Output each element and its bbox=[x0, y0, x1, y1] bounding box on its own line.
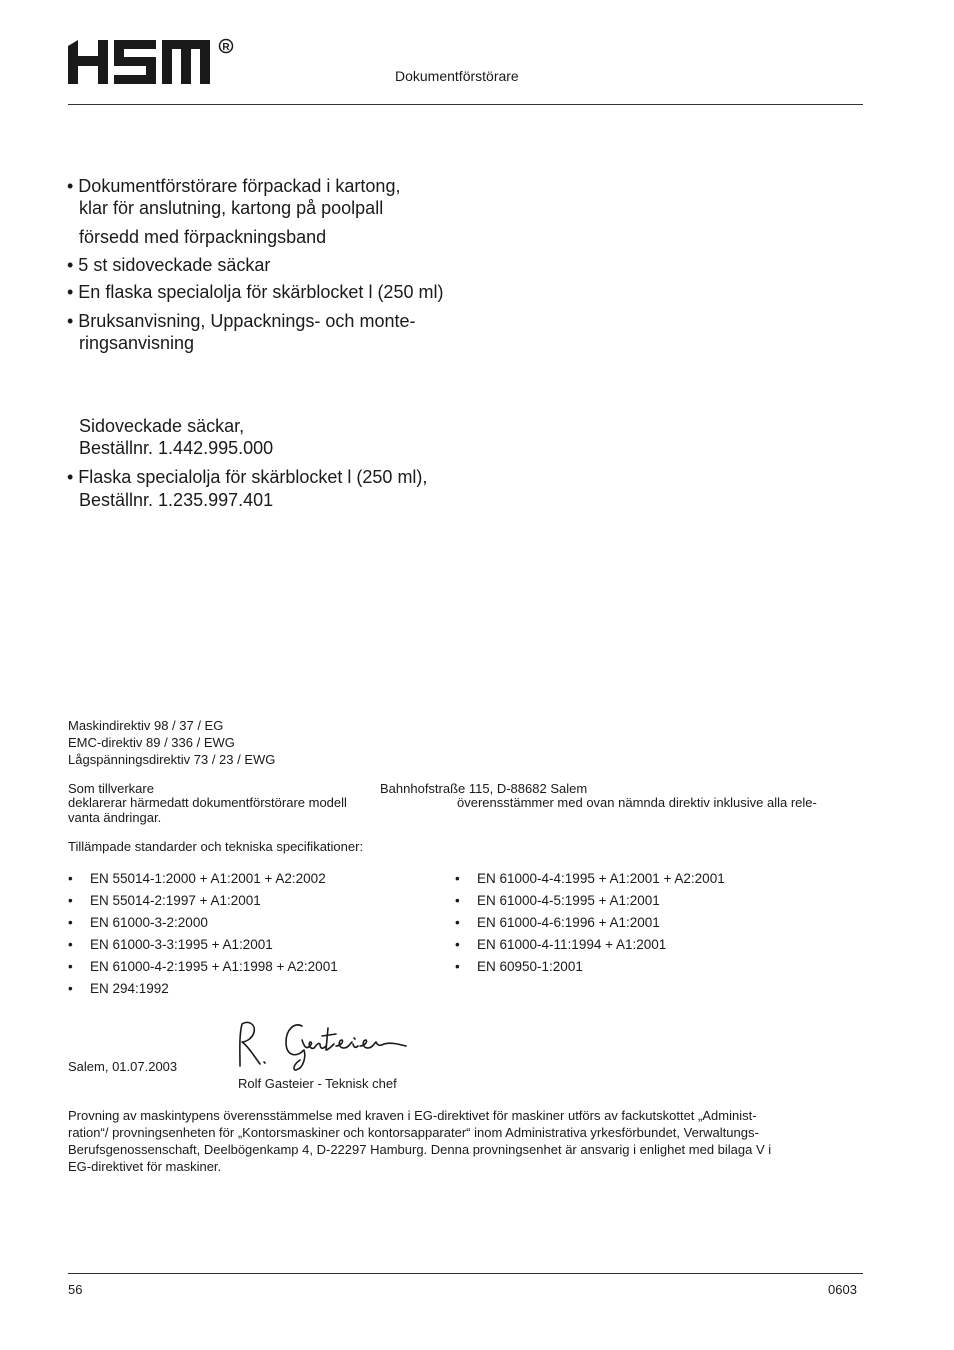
accessory-line-3: • Flaska specialolja för skärblocket l (250 ml), bbox=[67, 467, 428, 487]
list-item: • EN 61000-4-4:1995 + A1:2001 + A2:2001 bbox=[455, 871, 725, 886]
list-item: • EN 61000-3-3:1995 + A1:2001 bbox=[68, 937, 273, 952]
standards-list-right bbox=[455, 868, 725, 978]
document-code: 0603 bbox=[828, 1282, 857, 1297]
delivery-line-1: • Dokumentförstörare förpackad i kartong, bbox=[67, 176, 401, 196]
footer-divider bbox=[68, 1273, 863, 1274]
delivery-line-2: klar för anslutning, kartong på poolpall bbox=[79, 198, 384, 218]
list-item: • EN 61000-4-2:1995 + A1:1998 + A2:2001 bbox=[68, 959, 338, 974]
list-item: • EN 61000-4-5:1995 + A1:2001 bbox=[455, 893, 660, 908]
testing-note-line-1: Provning av maskintypens överensstämmelse med kraven i EG-direktivet för maskiner utförs av fackutskottet „Administ- bbox=[68, 1108, 757, 1123]
signatory-name: Rolf Gasteier - Teknisk chef bbox=[238, 1076, 397, 1091]
delivery-line-6: • Bruksanvisning, Uppacknings- och monte- bbox=[67, 311, 416, 331]
manufacturer-label: Som tillverkare bbox=[68, 781, 154, 796]
hsm-logo-mark bbox=[66, 36, 241, 88]
conformity-text-2: vanta ändringar. bbox=[68, 810, 162, 825]
list-item: • EN 294:1992 bbox=[68, 981, 169, 996]
conformity-text-1: överensstämmer med ovan nämnda direktiv inklusive alla rele- bbox=[457, 795, 817, 810]
testing-note-line-3: Berufsgenossenschaft, Deelbögenkamp 4, D-22297 Hamburg. Denna provningsenhet är ansvarig i enlighet med bilaga V i bbox=[68, 1142, 772, 1157]
accessory-line-4: Beställnr. 1.235.997.401 bbox=[79, 490, 274, 510]
standards-list-left bbox=[68, 868, 338, 1000]
standards-heading: Tillämpade standarder och tekniska specifikationer: bbox=[68, 839, 364, 854]
testing-note-line-4: EG-direktivet för maskiner. bbox=[68, 1159, 222, 1174]
list-item: • EN 61000-3-2:2000 bbox=[68, 915, 208, 930]
list-item: • EN 55014-1:2000 + A1:2001 + A2:2002 bbox=[68, 871, 326, 886]
accessory-line-1: Sidoveckade säckar, bbox=[79, 416, 245, 436]
directive-emc: EMC-direktiv 89 / 336 / EWG bbox=[68, 735, 235, 750]
hsm-logo bbox=[66, 36, 241, 88]
manufacturer-address: Bahnhofstraße 115, D-88682 Salem bbox=[380, 781, 588, 796]
delivery-line-7: ringsanvisning bbox=[79, 333, 195, 353]
list-item: • EN 61000-4-11:1994 + A1:2001 bbox=[455, 937, 667, 952]
header-divider bbox=[68, 104, 863, 105]
list-item: • EN 61000-4-6:1996 + A1:2001 bbox=[455, 915, 660, 930]
delivery-line-4: • 5 st sidoveckade säckar bbox=[67, 255, 271, 275]
directive-low-voltage: Lågspänningsdirektiv 73 / 23 / EWG bbox=[68, 752, 276, 767]
testing-note-line-2: ration“/ provningsenheten för „Kontorsmaskiner och kontorsapparater“ inom Administrativa yrkesförbundet, Verwaltungs- bbox=[68, 1125, 759, 1140]
declaration-text: deklarerar härmedatt dokumentförstörare modell bbox=[68, 795, 347, 810]
list-item: • EN 55014-2:1997 + A1:2001 bbox=[68, 893, 261, 908]
accessory-line-2: Beställnr. 1.442.995.000 bbox=[79, 438, 274, 458]
place-date: Salem, 01.07.2003 bbox=[68, 1059, 178, 1074]
delivery-line-5: • En flaska specialolja för skärblocket l (250 ml) bbox=[67, 282, 444, 302]
delivery-line-3: försedd med förpackningsband bbox=[79, 227, 327, 247]
handwritten-signature bbox=[234, 1016, 412, 1072]
page-number: 56 bbox=[68, 1282, 83, 1297]
svg-text:R: R bbox=[222, 42, 230, 53]
list-item: • EN 60950-1:2001 bbox=[455, 959, 583, 974]
directive-machinery: Maskindirektiv 98 / 37 / EG bbox=[68, 718, 224, 733]
document-title: Dokumentförstörare bbox=[395, 68, 519, 84]
